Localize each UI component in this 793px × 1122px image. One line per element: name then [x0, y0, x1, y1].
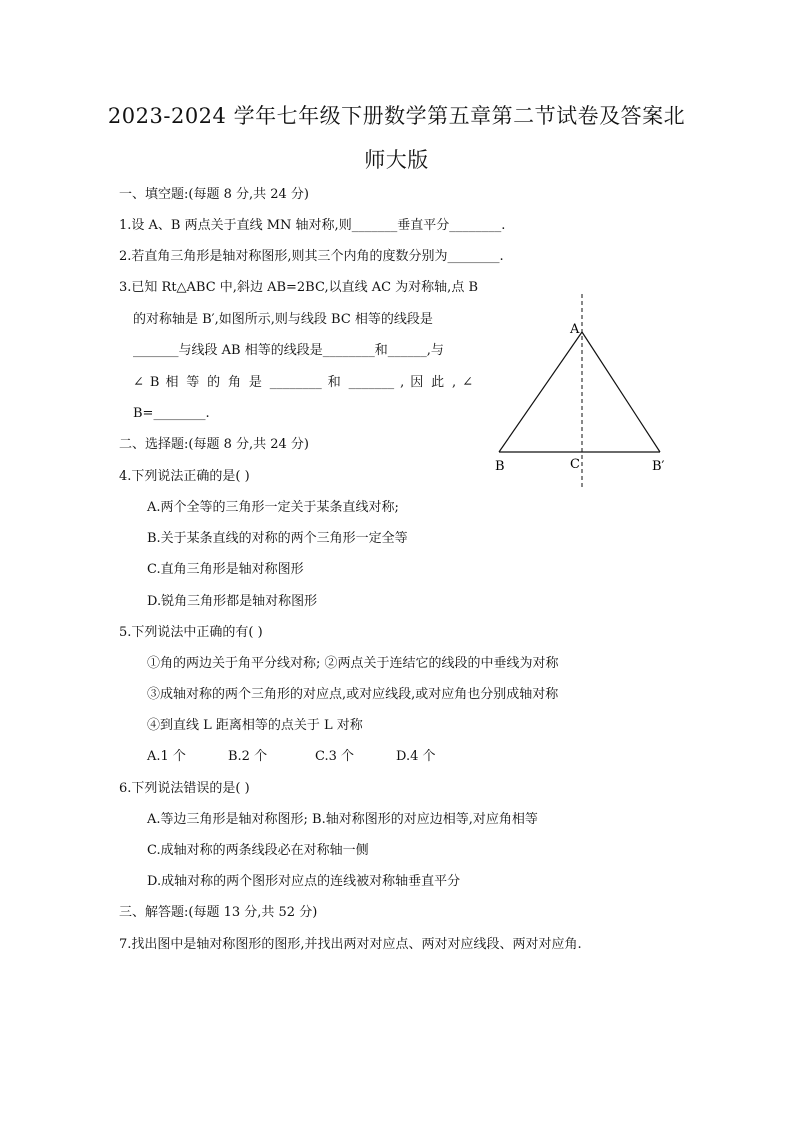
question-4-option-d: D.锐角三角形都是轴对称图形: [147, 594, 318, 609]
question-4-option-c: C.直角三角形是轴对称图形: [147, 562, 304, 577]
question-4-stem: 4.下列说法正确的是( ): [119, 469, 250, 484]
triangle-figure: [490, 292, 670, 492]
question-4-option-b: B.关于某条直线的对称的两个三角形一定全等: [147, 531, 408, 546]
segment-ab: [499, 332, 582, 452]
question-5-statement-4: ④到直线 L 距离相等的点关于 L 对称: [147, 718, 363, 733]
question-7: 7.找出图中是轴对称图形的图形,并找出两对对应点、两对对应线段、两对对应角.: [119, 937, 582, 952]
question-3-line-2: 的对称轴是 B′,如图所示,则与线段 BC 相等的线段是: [133, 312, 433, 327]
document-title-line-2: 师大版: [364, 148, 429, 172]
question-3-line-5: B=________.: [133, 406, 210, 421]
question-5-option-c: C.3 个: [315, 749, 355, 764]
question-5-statement-3: ③成轴对称的两个三角形的对应点,或对应线段,或对应角也分别成轴对称: [147, 687, 559, 702]
question-6-option-c: C.成轴对称的两条线段必在对称轴一侧: [147, 843, 369, 858]
label-c: C: [570, 457, 580, 472]
question-2: 2.若直角三角形是轴对称图形,则其三个内角的度数分别为________.: [119, 249, 504, 264]
question-6-stem: 6.下列说法错误的是( ): [119, 781, 250, 796]
question-5-stem: 5.下列说法中正确的有( ): [119, 625, 263, 640]
question-5-option-d: D.4 个: [396, 749, 436, 764]
label-a: A: [570, 322, 580, 337]
section-2-header: 二、选择题:(每题 8 分,共 24 分): [119, 437, 309, 452]
segment-ab-prime: [582, 332, 660, 452]
question-6-options-a-b: A.等边三角形是轴对称图形; B.轴对称图形的对应边相等,对应角相等: [147, 812, 538, 827]
question-3-line-4: ∠ B 相 等 的 角 是 ________ 和 _______ , 因 此 , ∠: [133, 375, 473, 390]
question-4-option-a: A.两个全等的三角形一定关于某条直线对称;: [147, 500, 399, 515]
section-3-header: 三、解答题:(每题 13 分,共 52 分): [119, 905, 318, 920]
question-6-option-d: D.成轴对称的两个图形对应点的连线被对称轴垂直平分: [147, 874, 461, 889]
section-1-header: 一、填空题:(每题 8 分,共 24 分): [119, 187, 309, 202]
question-1: 1.设 A、B 两点关于直线 MN 轴对称,则_______垂直平分________.: [119, 218, 506, 233]
label-b-prime: B′: [652, 459, 665, 474]
question-5-option-b: B.2 个: [228, 749, 268, 764]
document-title-line-1: 2023-2024 学年七年级下册数学第五章第二节试卷及答案北: [107, 104, 686, 128]
question-3-line-3: _______与线段 AB 相等的线段是________和______,与: [133, 343, 444, 358]
question-3-line-1: 3.已知 Rt△ABC 中,斜边 AB=2BC,以直线 AC 为对称轴,点 B: [119, 280, 479, 295]
question-5-option-a: A.1 个: [147, 749, 186, 764]
question-5-statement-1-2: ①角的两边关于角平分线对称; ②两点关于连结它的线段的中垂线为对称: [147, 656, 559, 671]
question-5-choices: [147, 748, 436, 766]
label-b: B: [495, 459, 505, 474]
